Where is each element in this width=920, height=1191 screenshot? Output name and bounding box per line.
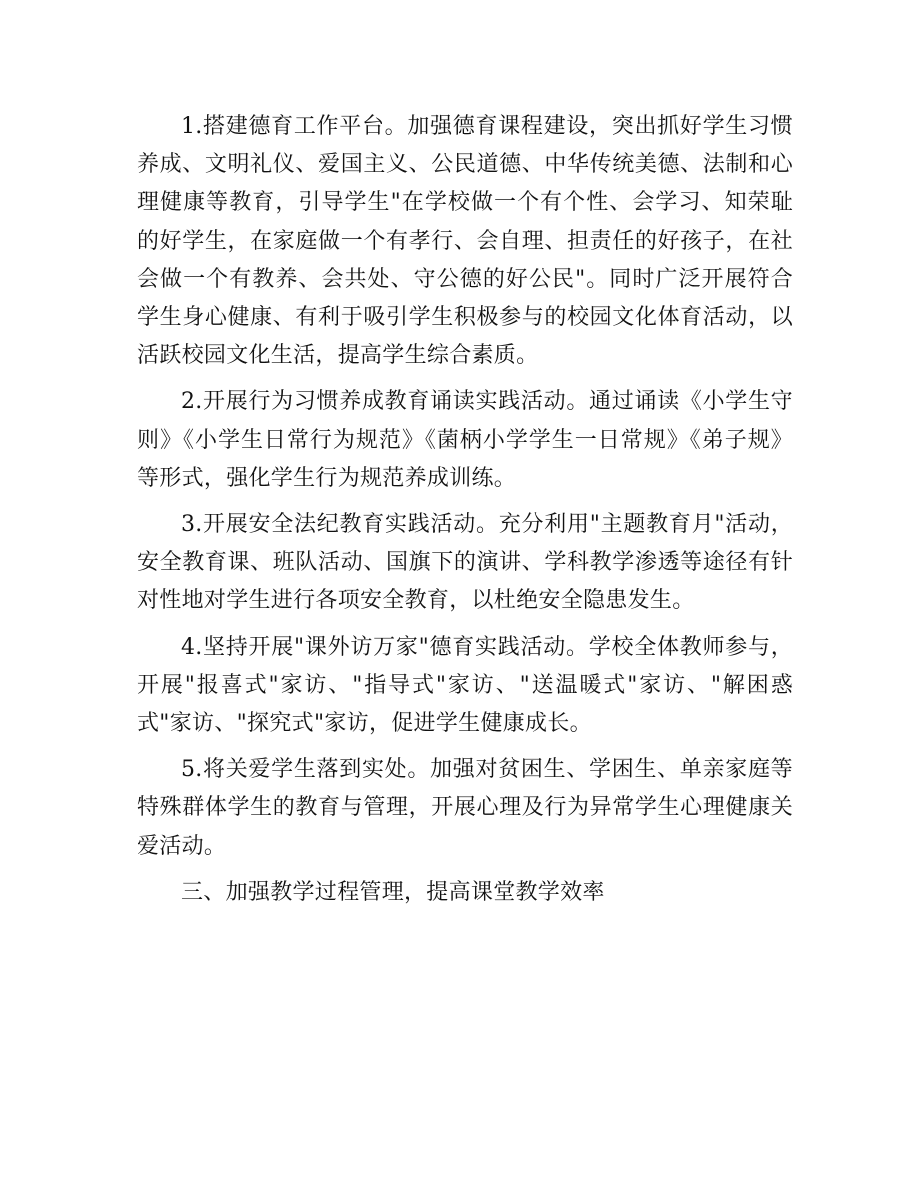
paragraph-habit-reading: 2.开展行为习惯养成教育诵读实践活动。通过诵读《小学生守则》《小学生日常行为规范》《菌柄小学学生一日常规》《弟子规》等形式，强化学生行为规范养成训练。	[137, 389, 793, 491]
paragraph-safety-education: 3.开展安全法纪教育实践活动。充分利用"主题教育月"活动，安全教育课、班队活动、国旗下的演讲、学科教学渗透等途径有针对性地对学生进行各项安全教育，以杜绝安全隐患发生。	[137, 512, 793, 614]
section-heading-teaching-management: 三、加强教学过程管理，提高课堂教学效率	[181, 879, 605, 905]
paragraph-moral-platform: 1.搭建德育工作平台。加强德育课程建设，突出抓好学生习惯养成、文明礼仪、爱国主义、公民道德、中华传统美德、法制和心理健康等教育，引导学生"在学校做一个有个性、会学习、知荣耻的好学生，在家庭做一个有孝行、会自理、担责任的好孩子，在社会做一个有教养、会共处、守公德的好公民"。同时广泛开展符合学生身心健康、有利于吸引学生积极参与的校园文化体育活动，以活跃校园文化生活，提高学生综合素质。	[137, 114, 793, 369]
document-body	[137, 108, 793, 912]
paragraph-student-care: 5.将关爱学生落到实处。加强对贫困生、学困生、单亲家庭等特殊群体学生的教育与管理，开展心理及行为异常学生心理健康关爱活动。	[137, 757, 793, 859]
paragraph-home-visits: 4.坚持开展"课外访万家"德育实践活动。学校全体教师参与，开展"报喜式"家访、"指导式"家访、"送温暖式"家访、"解困惑式"家访、"探究式"家访，促进学生健康成长。	[137, 634, 793, 737]
